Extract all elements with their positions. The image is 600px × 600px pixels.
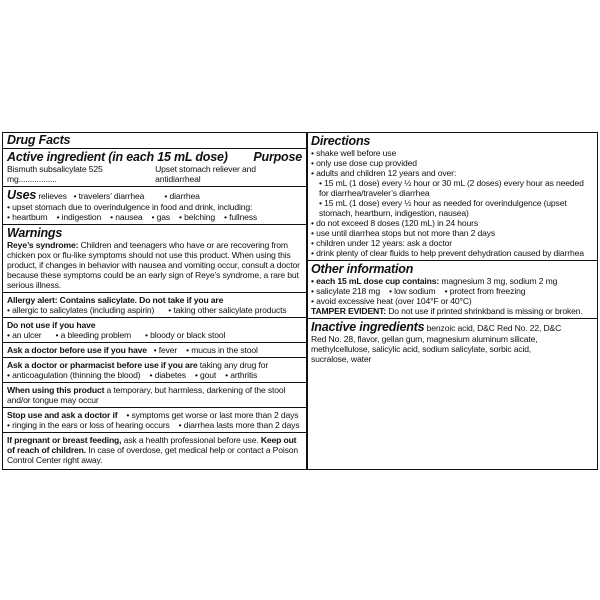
- tamper-text: Do not use if printed shrinkband is missing or broken.: [388, 306, 583, 316]
- do-not-use-section: [3, 318, 306, 343]
- uses-item: • indigestion: [57, 212, 102, 222]
- ask-pharmacist-item: • anticoagulation (thinning the blood): [7, 370, 141, 380]
- when-using-text: a temporary, but harmless, darkening of the stool and/or tongue may occur: [7, 385, 286, 405]
- purpose-text: Upset stomach reliever and antidiarrheal: [155, 164, 256, 184]
- ask-pharmacist-label: Ask a doctor or pharmacist before use if you are: [7, 360, 198, 370]
- ask-pharmacist-section: [3, 358, 306, 383]
- directions-item: • do not exceed 8 doses (120 mL) in 24 hours: [311, 218, 478, 228]
- uses-item: • travelers’ diarrhea: [73, 191, 144, 201]
- directions-item: • drink plenty of clear fluids to help prevent dehydration caused by diarrhea: [311, 248, 584, 258]
- ask-doctor-item: • mucus in the stool: [186, 345, 258, 355]
- do-not-use-label: Do not use if you have: [7, 320, 96, 330]
- pregnant-label: If pregnant or breast feeding,: [7, 435, 122, 445]
- keep-out-text: In case of overdose, get medical help or contact a Poison Control Center right away.: [7, 445, 298, 465]
- stop-use-item: • diarrhea lasts more than 2 days: [179, 420, 300, 430]
- other-item: • low sodium: [389, 286, 436, 296]
- other-item: • avoid excessive heat (over 104°F or 40°C): [311, 296, 472, 306]
- directions-item: • children under 12 years: ask a doctor: [311, 238, 452, 248]
- when-using-section: [3, 383, 306, 408]
- directions-item: • shake well before use: [311, 148, 396, 158]
- uses-line: • upset stomach due to overindulgence in food and drink, including:: [7, 202, 252, 212]
- drug-facts-title: Drug Facts: [7, 133, 71, 147]
- uses-item: • diarrhea: [164, 191, 199, 201]
- active-ingredient-heading: Active ingredient (in each 15 mL dose): [7, 150, 228, 164]
- directions-item: • adults and children 12 years and over:: [311, 168, 456, 178]
- other-item: • salicylate 218 mg: [311, 286, 380, 296]
- directions-item: • only use dose cup provided: [311, 158, 417, 168]
- uses-section: [3, 187, 306, 225]
- inactive-ingredients-section: [307, 319, 597, 366]
- uses-item: • heartburn: [7, 212, 48, 222]
- directions-subitem: • 15 mL (1 dose) every ½ hour as needed for overindulgence (upset stomach, heartburn, indigestion, nausea): [319, 198, 567, 218]
- active-ingredient-section: [3, 149, 306, 187]
- pregnant-section: [3, 433, 306, 467]
- stop-use-item: • ringing in the ears or loss of hearing occurs: [7, 420, 170, 430]
- other-information-section: [307, 261, 597, 319]
- allergy-item: • allergic to salicylates (including aspirin): [7, 305, 154, 315]
- allergy-item: • taking other salicylate products: [168, 305, 286, 315]
- warnings-heading: Warnings: [7, 226, 63, 240]
- inactive-ingredients-heading: Inactive ingredients: [311, 320, 425, 334]
- drug-facts-panel: [2, 132, 598, 470]
- reye-label: Reye’s syndrome:: [7, 240, 79, 250]
- keep-out-label: Keep out of reach of children.: [7, 435, 297, 455]
- warnings-section: [3, 225, 306, 293]
- pregnant-text: ask a health professional before use.: [123, 435, 259, 445]
- directions-item: • use until diarrhea stops but not more than 2 days: [311, 228, 495, 238]
- dose-cup-text: magnesium 3 mg, sodium 2 mg: [441, 276, 558, 286]
- other-information-heading: Other information: [311, 262, 414, 276]
- reye-text: Children and teenagers who have or are recovering from chicken pox or flu-like symptoms should not use this product. When using this product, if changes in behavior with nausea and vomiting occur, consult a doctor because these symptoms could be an early sign of Reye’s syndrome, a rare but serious illness.: [7, 240, 300, 290]
- right-column: [307, 133, 597, 469]
- other-item: • protect from freezing: [445, 286, 526, 296]
- do-not-use-item: • an ulcer: [7, 330, 41, 340]
- purpose-heading: Purpose: [253, 150, 302, 164]
- ask-pharmacist-text: taking any drug for: [199, 360, 269, 370]
- ask-doctor-section: [3, 343, 306, 358]
- uses-item: • belching: [179, 212, 215, 222]
- stop-use-section: [3, 408, 306, 433]
- stop-use-item: • symptoms get worse or last more than 2 days: [126, 410, 298, 420]
- ask-pharmacist-item: • arthritis: [225, 370, 257, 380]
- tamper-label: TAMPER EVIDENT:: [311, 306, 386, 316]
- ask-doctor-item: • fever: [154, 345, 177, 355]
- ask-pharmacist-item: • diabetes: [150, 370, 186, 380]
- dose-cup-label: • each 15 mL dose cup contains:: [311, 276, 439, 286]
- uses-item: • nausea: [110, 212, 142, 222]
- directions-subitem: • 15 mL (1 dose) every ½ hour or 30 mL (2 doses) every hour as needed for diarrhea/traveler’s diarrhea: [319, 178, 584, 198]
- ask-pharmacist-item: • gout: [195, 370, 216, 380]
- allergy-section: [3, 293, 306, 318]
- left-column: [3, 133, 306, 469]
- directions-section: [307, 133, 597, 261]
- allergy-label: Allergy alert: Contains salicylate. Do not take if you are: [7, 295, 224, 305]
- uses-intro: relieves: [38, 191, 67, 201]
- do-not-use-item: • a bleeding problem: [55, 330, 131, 340]
- directions-heading: Directions: [311, 134, 371, 148]
- uses-item: • gas: [152, 212, 171, 222]
- drug-facts-header: [3, 133, 306, 149]
- do-not-use-item: • bloody or black stool: [145, 330, 225, 340]
- uses-item: • fullness: [224, 212, 257, 222]
- inactive-ingredients-text: benzoic acid, D&C Red No. 22, D&C Red No. 28, flavor, gellan gum, magnesium aluminum silicate, methylcellulose, salicylic acid, sodium salicylate, sorbic acid, sucralose, water: [311, 323, 562, 364]
- ask-doctor-label: Ask a doctor before use if you have: [7, 345, 147, 355]
- active-ingredient-name: Bismuth subsalicylate 525 mg.................: [7, 164, 103, 184]
- when-using-label: When using this product: [7, 385, 105, 395]
- stop-use-label: Stop use and ask a doctor if: [7, 410, 118, 420]
- uses-heading: Uses: [7, 188, 37, 202]
